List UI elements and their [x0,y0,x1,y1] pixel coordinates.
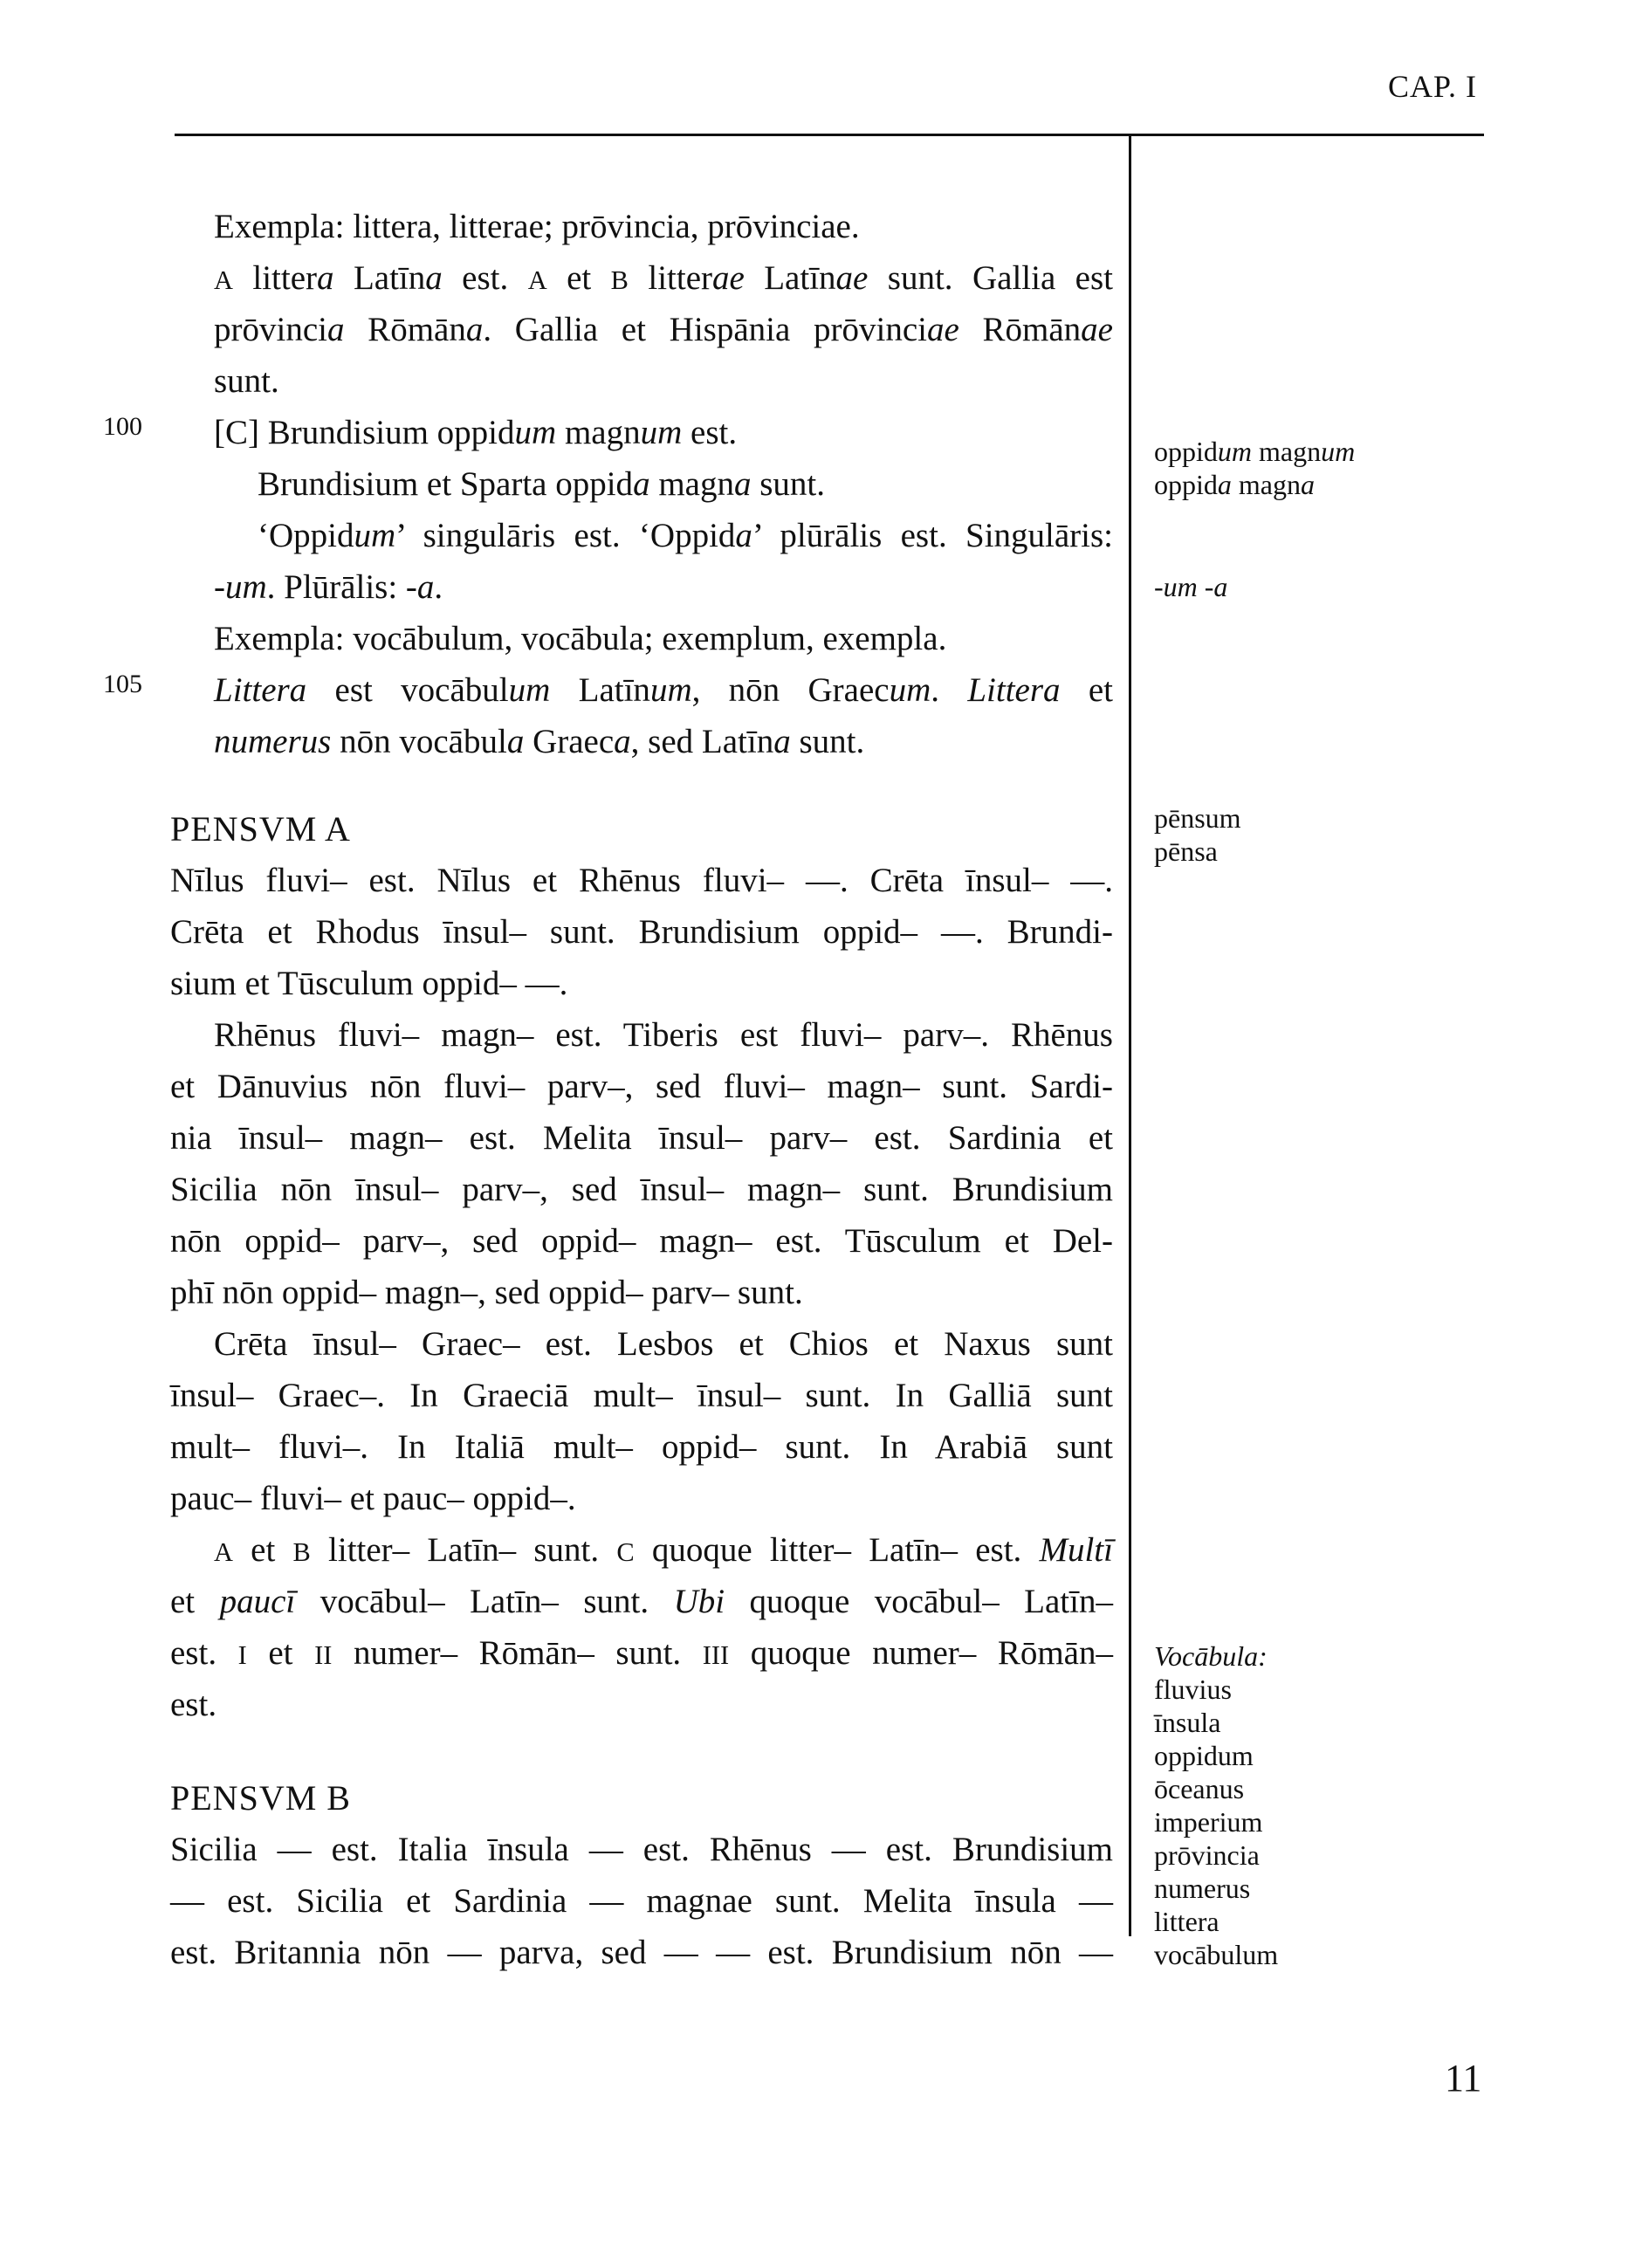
margin-um-a: -um -a [1154,571,1228,602]
passage-line-8: -um. Plūrālis: -a. [214,568,443,606]
vocabula-item: prōvincia [1154,1839,1260,1871]
passage-line-11: numerus nōn vocābula Graeca, sed Latīna sunt. [214,723,865,760]
margin-note-oppidum [1154,435,1355,501]
pensum-a-line: Rhēnus fluvi– magn– est. Tiberis est fluvi– parv–. Rhēnus [214,1016,1113,1054]
vocabula-item: fluvius [1154,1674,1232,1705]
vocabula-item: littera [1154,1906,1220,1937]
pensum-a-line: Sicilia nōn īnsul– parv–, sed īnsul– magn– sunt. Brundisium [170,1171,1113,1208]
pensum-a-title: PENSVM A [170,809,351,849]
margin-note-endings [1154,570,1227,603]
margin-pensum: pēnsum [1154,802,1241,834]
pensum-a-line: pauc– fluvi– et pauc– oppid–. [170,1480,576,1517]
pensum-a-line: est. [170,1686,217,1723]
pensum-b-line: — est. Sicilia et Sardinia — magnae sunt. Melita īnsula — [170,1882,1113,1920]
margin-note-pensum [1154,801,1241,868]
pensum-a-line: Crēta et Rhodus īnsul– sunt. Brundisium oppid– —. Brundi- [170,913,1113,951]
vocabula-item: imperium [1154,1806,1263,1838]
pensum-a-line: et Dānuvius nōn fluvi– parv–, sed fluvi– magn– sunt. Sardi- [170,1068,1113,1105]
pensum-a-body [170,855,1113,1730]
passage-line-3: prōvincia Rōmāna. Gallia et Hispānia prōvinciae Rōmānae [214,311,1113,348]
chapter-label: CAP. I [1388,69,1478,104]
vocabula-item: ōceanus [1154,1773,1245,1804]
pensum-a-line: est. I et II numer– Rōmān– sunt. III quoque numer– Rōmān– [170,1634,1113,1672]
margin-oppidum-magnum: oppidum magnum [1154,436,1356,467]
pensum-a-line: īnsul– Graec–. In Graeciā mult– īnsul– sunt. In Galliā sunt [170,1377,1113,1414]
margin-rule [1129,134,1131,1936]
margin-vocabula [1154,1639,1278,1971]
passage-line-6: Brundisium et Sparta oppida magna sunt. [258,465,825,503]
vocabula-item: oppidum [1154,1740,1254,1771]
passage-line-4: sunt. [214,362,279,400]
line-number-100: 100 [103,412,142,441]
pensum-b-body [170,1824,1113,1978]
passage-line-7: ‘Oppidum’ singulāris est. ‘Oppida’ plūrālis est. Singulāris: [258,517,1114,554]
passage-line-10: Littera est vocābulum Latīnum, nōn Graecum. Littera et [214,671,1114,709]
pensum-a-line: Nīlus fluvi– est. Nīlus et Rhēnus fluvi– —. Crēta īnsul– —. [170,862,1113,899]
pensum-b-line: Sicilia — est. Italia īnsula — est. Rhēnus — est. Brundisium [170,1831,1113,1868]
vocabula-title: Vocābula: [1154,1640,1268,1672]
pensum-a-line: Crēta īnsul– Graec– est. Lesbos et Chios et Naxus sunt [214,1325,1113,1363]
page-number: 11 [1445,2057,1482,2100]
pensum-a-line: phī nōn oppid– magn–, sed oppid– parv– sunt. [170,1274,803,1311]
header-rule [175,134,1484,136]
pensum-b-line: est. Britannia nōn — parva, sed — — est. Brundisium nōn — [170,1934,1113,1971]
pensum-a-line: et paucī vocābul– Latīn– sunt. Ubi quoque vocābul– Latīn– [170,1583,1113,1620]
pensum-a-line: sium et Tūsculum oppid– —. [170,965,568,1002]
pensum-b [170,1772,1113,1978]
pensum-a-line: A et B litter– Latīn– sunt. C quoque litter– Latīn– est. Multī [214,1531,1113,1569]
pensum-a-line: nōn oppid– parv–, sed oppid– magn– est. Tūsculum et Del- [170,1222,1113,1260]
passage-line-9: Exempla: vocābulum, vocābula; exemplum, exempla. [214,620,947,657]
vocabula-item: vocābulum [1154,1939,1279,1970]
passage-line-2: A littera Latīna est. A et B litterae Latīnae sunt. Gallia est [214,259,1113,297]
pensum-b-title: PENSVM B [170,1778,351,1818]
passage-line-1: Exempla: littera, litterae; prōvincia, prōvinciae. [214,208,860,245]
vocabula-list [1154,1673,1278,1971]
vocabula-item: numerus [1154,1873,1251,1904]
margin-oppida-magna: oppida magna [1154,469,1315,500]
margin-pensa: pēnsa [1154,835,1218,867]
pensum-a-line: nia īnsul– magn– est. Melita īnsul– parv– est. Sardinia et [170,1119,1113,1157]
reading-passage [214,201,1113,767]
pensum-a [170,803,1113,1730]
pensum-a-line: mult– fluvi–. In Italiā mult– oppid– sunt. In Arabiā sunt [170,1428,1113,1466]
vocabula-item: īnsula [1154,1707,1221,1738]
passage-line-5: [C] Brundisium oppidum magnum est. [214,414,738,451]
line-number-105: 105 [103,670,142,698]
